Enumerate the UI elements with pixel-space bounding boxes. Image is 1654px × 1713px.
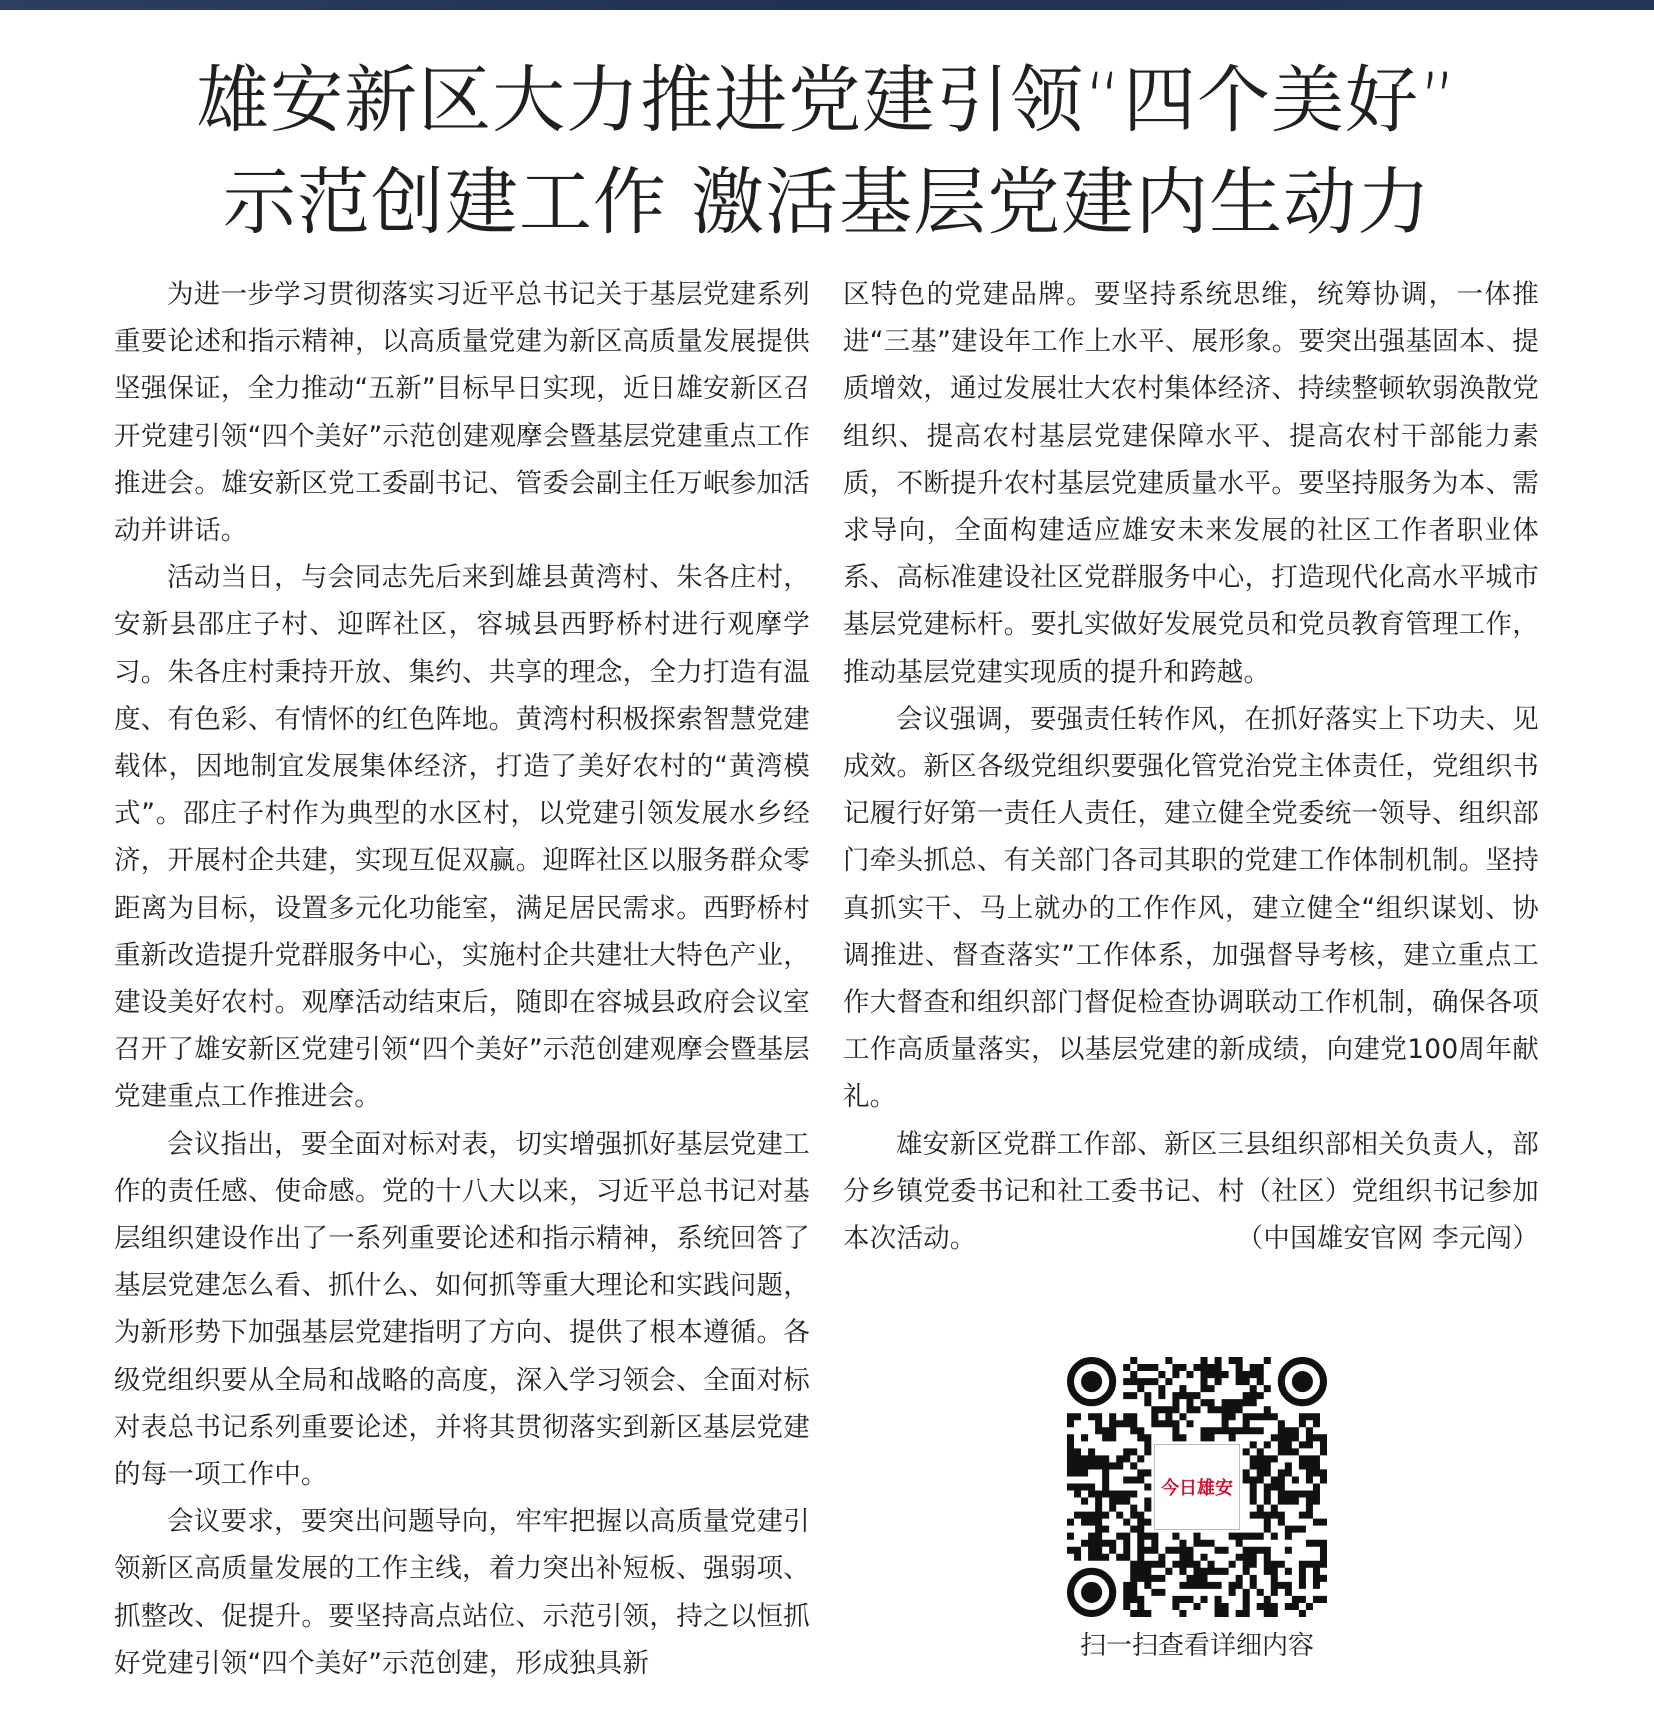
closing-text: 雄安新区党群工作部、新区三县组织部相关负责人，部分乡镇党委书记和社工委书记、村（社区）党组织书记参加本次活动。	[843, 1128, 1539, 1255]
qr-code[interactable]	[1067, 1357, 1327, 1617]
byline: （中国雄安官网 李元闯）	[1236, 1223, 1539, 1255]
article-paragraph: 会议指出，要全面对标对表，切实增强抓好基层党建工作的责任感、使命感。党的十八大以来，习近平总书记对基层组织建设作出了一系列重要论述和指示精神，系统回答了基层党建怎么看、抓什么、如何抓等重大理论和实践问题，为新形势下加强基层党建指明了方向、提供了根本遵循。各级党组织要从全局和战略的高度，深入学习领会、全面对标对表总书记系列重要论述，并将其贯彻落实到新区基层党建的每一项工作中。	[114, 1128, 810, 1491]
article-closing-paragraph	[843, 1121, 1539, 1263]
qr-finder-dot	[1292, 1371, 1313, 1392]
headline	[0, 50, 1654, 254]
headline-line-1: 雄安新区大力推进党建引领“四个美好”	[196, 58, 1458, 143]
article-column-left	[114, 271, 810, 1687]
article-paragraph-continued: 区特色的党建品牌。要坚持系统思维，统筹协调，一体推进“三基”建设年工作上水平、展形象。要突出强基固本、提质增效，通过发展壮大农村集体经济、持续整顿软弱涣散党组织、提高农村基层党建保障水平、提高农村干部能力素质，不断提升农村基层党建质量水平。要坚持服务为本、需求导向，全面构建适应雄安未来发展的社区工作者职业体系、高标准建设社区党群服务中心，打造现代化高水平城市基层党建标杆。要扎实做好发展党员和党员教育管理工作，推动基层党建实现质的提升和跨越。	[843, 279, 1539, 688]
article-paragraph: 为进一步学习贯彻落实习近平总书记关于基层党建系列重要论述和指示精神，以高质量党建为新区高质量发展提供坚强保证，全力推动“五新”目标早日实现，近日雄安新区召开党建引领“四个美好”示范创建观摩会暨基层党建重点工作推进会。雄安新区党工委副书记、管委会副主任万岷参加活动并讲话。	[114, 279, 810, 547]
article-paragraph: 活动当日，与会同志先后来到雄县黄湾村、朱各庄村，安新县邵庄子村、迎晖社区，容城县西野桥村进行观摩学习。朱各庄村秉持开放、集约、共享的理念，全力打造有温度、有色彩、有情怀的红色阵地。黄湾村积极探索智慧党建载体，因地制宜发展集体经济，打造了美好农村的“黄湾模式”。邵庄子村作为典型的水区村，以党建引领发展水乡经济，开展村企共建，实现互促双赢。迎晖社区以服务群众零距离为目标，设置多元化功能室，满足居民需求。西野桥村重新改造提升党群服务中心，实施村企共建壮大特色产业，建设美好农村。观摩活动结束后，随即在容城县政府会议室召开了雄安新区党建引领“四个美好”示范创建观摩会暨基层党建重点工作推进会。	[114, 562, 810, 1113]
article-paragraph: 会议强调，要强责任转作风，在抓好落实上下功夫、见成效。新区各级党组织要强化管党治党主体责任，党组织书记履行好第一责任人责任，建立健全党委统一领导、组织部门牵头抓总、有关部门各司其职的党建工作体制机制。坚持真抓实干、马上就办的工作作风，建立健全“组织谋划、协调推进、督查落实”工作体系，加强督导考核，建立重点工作大督查和组织部门督促检查协调联动工作机制，确保各项工作高质量落实，以基层党建的新成绩，向建党100周年献礼。	[843, 703, 1539, 1113]
article-paragraph: 会议要求，要突出问题导向，牢牢把握以高质量党建引领新区高质量发展的工作主线，着力突出补短板、强弱项、抓整改、促提升。要坚持高点站位、示范引领，持之以恒抓好党建引领“四个美好”示范创建，形成独具新	[114, 1506, 810, 1679]
headline-line-2: 示范创建工作 激活基层党建内生动力	[222, 160, 1432, 245]
qr-finder-dot	[1081, 1582, 1102, 1603]
top-banner-bar	[0, 0, 1654, 10]
qr-finder-dot	[1081, 1371, 1102, 1392]
qr-caption: 扫一扫查看详细内容	[1079, 1631, 1314, 1661]
article-column-right	[843, 271, 1539, 1262]
qr-logo: 今日雄安	[1154, 1444, 1240, 1530]
